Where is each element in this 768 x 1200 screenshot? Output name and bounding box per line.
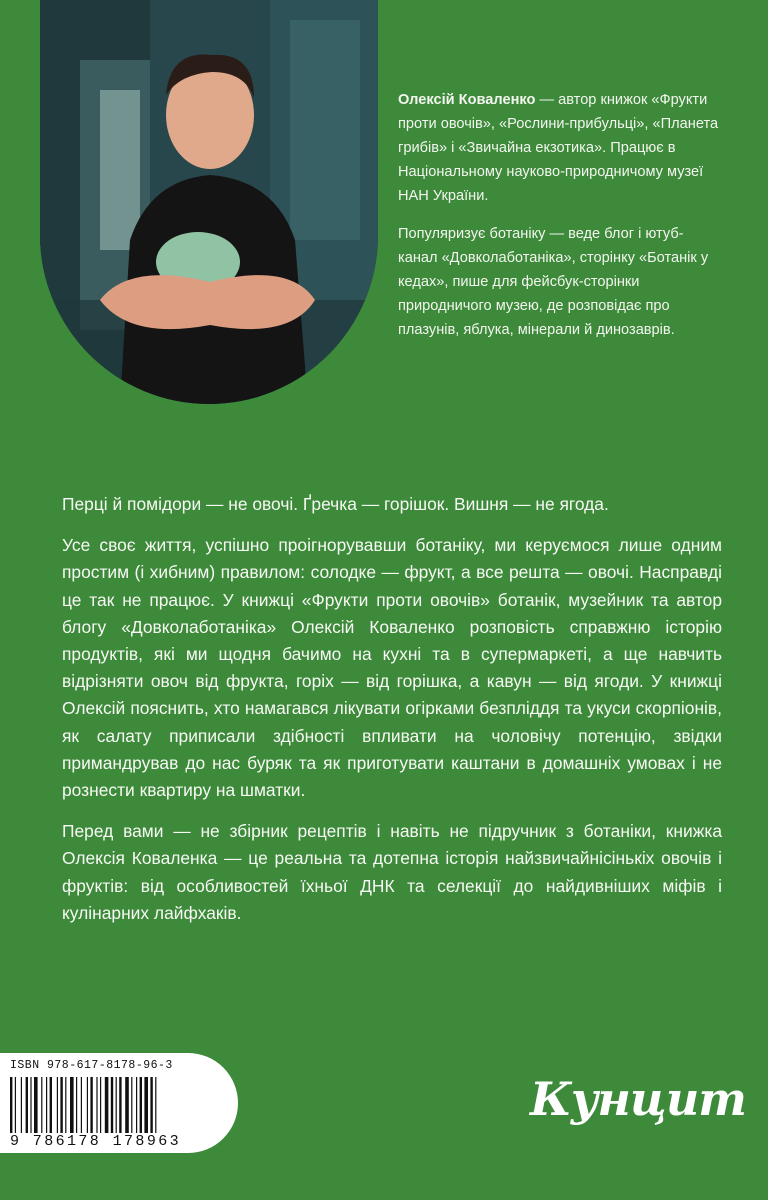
author-name: Олексій Коваленко [398,92,536,108]
author-bio [398,88,720,356]
book-description [62,491,722,941]
bio-paragraph-1 [398,88,720,208]
isbn-digits: 9 786178 178963 [10,1133,182,1150]
barcode-image [10,1077,196,1133]
isbn-label: ISBN 978-617-8178-96-3 [10,1059,173,1072]
bio-paragraph-2: Популяризує ботаніку — веде блог і ютуб-канал «Довколаботаніка», сторінку «Ботанік у кедах», пише для фейсбук-сторінки природничого музею, де розповідає про плазунів, яблука, мінерали й динозаврів. [398,226,709,338]
isbn-barcode-block [0,1053,238,1153]
description-paragraph-3: Перед вами — не збірник рецептів і навіть не підручник з ботаніки, книжка Олексія Коваленка — це реальна та дотепна історія найзвичайнісінькіх овочів і фруктів: від особливостей їхньої ДНК та селекції до найдивніших міфів і кулінарних лайфхаків. [62,821,722,923]
bio-paragraph-1-text: — автор книжок «Фрукти проти овочів», «Рослини-прибульці», «Планета грибів» і «Звичайна екзотика». Працює в Національному науково-природничому музеї НАН України. [398,92,719,204]
author-photo [40,0,378,404]
publisher-logo-text: Кунцит [530,1072,746,1126]
description-paragraph-2: Усе своє життя, успішно проігнорувавши ботаніку, ми керуємося лише одним простим (і хибним) правилом: солодке — фрукт, а все решта — овочі. Насправді це так не працює. У книжці «Фрукти проти овочів» ботанік, музейник та автор блогу «Довколаботаніка» Олексій Коваленко розповість справжню історію продуктів, які ми щодня бачимо на кухні та в супермаркеті, а ще навчить відрізняти овоч від фрукта, горіх — від горішка, а кавун — від ягоди. У книжці Олексій пояснить, хто намагався лікувати огірками безпліддя та укуси скорпіонів, як салату приписали здібності впливати на чоловічу потенцію, звідки примандрував до нас буряк та як приготувати каштани в домашніх умовах і не рознести квартиру на шматки. [62,535,722,801]
description-lead: Перці й помідори — не овочі. Ґречка — горішок. Вишня — не ягода. [62,494,609,514]
publisher-logo [530,1072,746,1134]
